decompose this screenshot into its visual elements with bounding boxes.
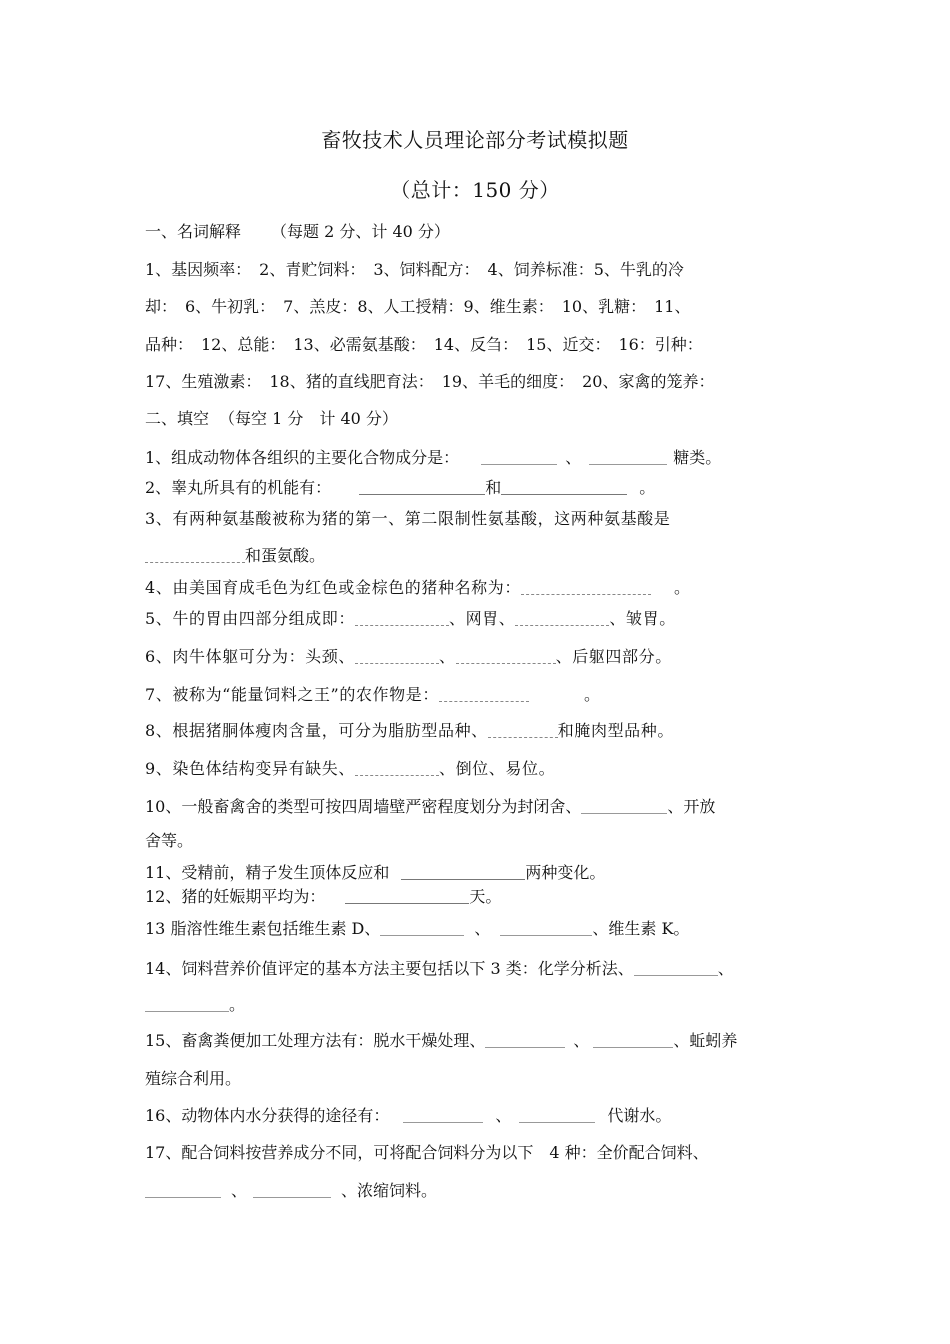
question-8: 8、根据猪胴体瘦肉含量，可分为脂肪型品种、 和腌肉型品种。 bbox=[145, 721, 674, 740]
answer-blank[interactable] bbox=[501, 478, 627, 495]
answer-blank[interactable] bbox=[355, 759, 439, 776]
answer-blank[interactable] bbox=[359, 478, 485, 495]
answer-blank[interactable] bbox=[355, 647, 439, 664]
question-3-cont: 和蛋氨酸。 bbox=[145, 545, 810, 567]
section-2-heading bbox=[145, 408, 810, 430]
question-12: 12、猪的妊娠期平均为： 天。 bbox=[145, 887, 502, 906]
question-16: 16、动物体内水分获得的途径有： 、 代谢水。 bbox=[145, 1106, 672, 1125]
question-2: 2、睾丸所具有的机能有： 和 。 bbox=[145, 478, 656, 497]
answer-blank[interactable] bbox=[515, 609, 609, 626]
question-14: 14、饲料营养价值评定的基本方法主要包括以下 3 类：化学分析法、 、 bbox=[145, 959, 734, 978]
question-15: 15、畜禽粪便加工处理方法有：脱水干燥处理、 、 、蚯蚓养 bbox=[145, 1031, 738, 1050]
answer-blank[interactable] bbox=[401, 863, 525, 880]
answer-blank[interactable] bbox=[589, 448, 667, 465]
answer-blank[interactable] bbox=[500, 919, 592, 936]
question-10: 10、一般畜禽舍的类型可按四周墙壁严密程度划分为封闭舍、 、开放 bbox=[145, 797, 716, 816]
question-17-cont: 、 、浓缩饲料。 bbox=[145, 1180, 810, 1202]
question-11: 11、受精前，精子发生顶体反应和 两种变化。 bbox=[145, 863, 606, 882]
answer-blank[interactable] bbox=[519, 1106, 595, 1123]
answer-blank[interactable] bbox=[355, 609, 449, 626]
question-3: 3、有两种氨基酸被称为猪的第一、第二限制性氨基酸，这两种氨基酸是 bbox=[145, 509, 671, 528]
term-line-1: 1、基因频率： 2、青贮饲料： 3、饲料配方： 4、饲养标准：5、牛乳的冷 bbox=[145, 260, 684, 279]
answer-blank[interactable] bbox=[521, 578, 651, 595]
question-9: 9、染色体结构变异有缺失、 、倒位、易位。 bbox=[145, 759, 556, 778]
section-1-heading bbox=[145, 221, 810, 243]
answer-blank[interactable] bbox=[488, 721, 558, 738]
question-10-cont: 舍等。 bbox=[145, 831, 194, 850]
question-1: 1、组成动物体各组织的主要化合物成分是： 、 糖类。 bbox=[145, 448, 722, 467]
answer-blank[interactable] bbox=[380, 919, 464, 936]
answer-blank[interactable] bbox=[253, 1181, 331, 1198]
answer-blank[interactable] bbox=[345, 887, 469, 904]
page-title: 畜牧技术人员理论部分考试模拟题 bbox=[321, 128, 629, 152]
question-5: 5、牛的胃由四部分组成即： 、网胃、 、皱胃。 bbox=[145, 609, 676, 628]
answer-blank[interactable] bbox=[593, 1031, 673, 1048]
answer-blank[interactable] bbox=[581, 797, 667, 814]
question-15-cont: 殖综合利用。 bbox=[145, 1069, 242, 1088]
answer-blank[interactable] bbox=[634, 959, 718, 976]
question-6: 6、肉牛体躯可分为：头颈、 、 、后躯四部分。 bbox=[145, 647, 672, 666]
question-7: 7、被称为“能量饲料之王”的农作物是： bbox=[145, 684, 810, 706]
term-line-4: 17、生殖激素： 18、猪的直线肥育法： 19、羊毛的细度： 20、家禽的笼养： bbox=[145, 372, 715, 391]
answer-blank[interactable] bbox=[145, 995, 229, 1012]
answer-blank[interactable] bbox=[145, 546, 245, 563]
answer-blank[interactable] bbox=[403, 1106, 483, 1123]
question-14-cont: 。 bbox=[145, 994, 810, 1016]
section-2-score: （每空 1 分 计 40 分） bbox=[219, 409, 398, 428]
section-1-score: （每题 2 分、计 40 分） bbox=[271, 222, 450, 241]
page-subtitle: （总计：150 分） bbox=[390, 178, 560, 202]
term-line-2: 却： 6、牛初乳： 7、羔皮：8、人工授精：9、维生素： 10、乳糖： 11、 bbox=[145, 297, 691, 316]
answer-blank[interactable] bbox=[145, 1181, 221, 1198]
question-13: 13 脂溶性维生素包括维生素 D、 、 、维生素 K。 bbox=[145, 919, 690, 938]
term-line-3: 品种： 12、总能： 13、必需氨基酸： 14、反刍： 15、近交： 16：引种： bbox=[145, 335, 703, 354]
question-7-end: 。 bbox=[584, 685, 601, 704]
answer-blank[interactable] bbox=[481, 448, 557, 465]
answer-blank[interactable] bbox=[456, 647, 556, 664]
answer-blank[interactable] bbox=[439, 685, 529, 702]
question-4: 4、由美国育成毛色为红色或金棕色的猪种名称为： bbox=[145, 577, 810, 599]
section-1-title: 一、名词解释 bbox=[145, 222, 242, 241]
answer-blank[interactable] bbox=[485, 1031, 565, 1048]
section-2-title: 二、填空 bbox=[145, 409, 210, 428]
question-4-end: 。 bbox=[674, 578, 691, 597]
question-17: 17、配合饲料按营养成分不同，可将配合饲料分为以下 4 种：全价配合饲料、 bbox=[145, 1143, 709, 1162]
